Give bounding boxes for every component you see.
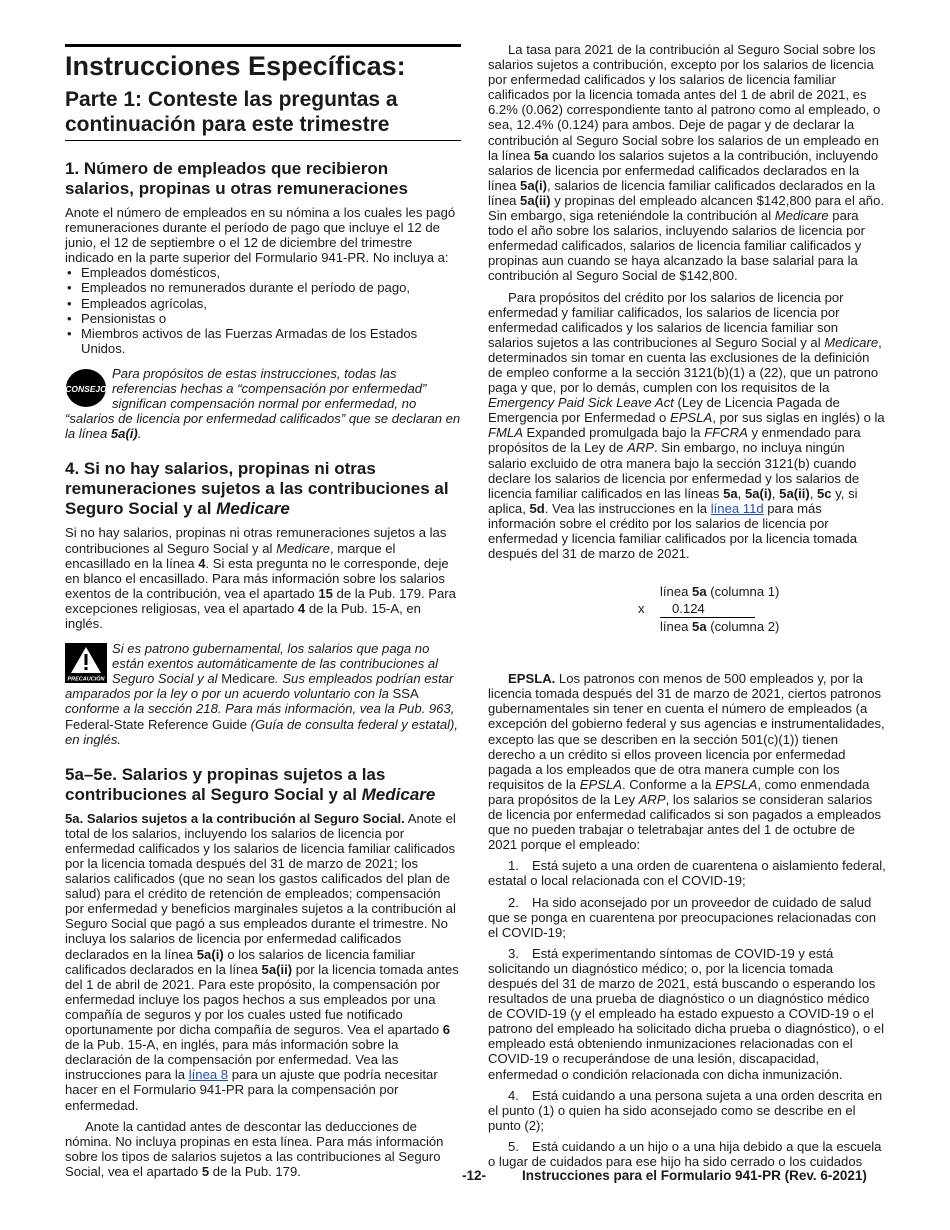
left-column bbox=[65, 44, 461, 1179]
list-item: • Miembros activos de las Fuerzas Armadas de los Estados Unidos. bbox=[65, 326, 461, 356]
caution-note: PRECAUCIÓN Si es patrono gubernamental, los salarios que paga no están exentos automáticamente de las contribuciones al Seguro Social y al Medicare. Sus empleados podrían estar amparados por la ley o por un acuerdo voluntario con la SSA conforme a la sección 218. Para más información, vea la Pub. 963, Federal-State Reference Guide (Guía de consulta federal y estatal), en inglés. bbox=[65, 641, 459, 747]
calc-row-2: x 0.124 bbox=[638, 600, 886, 618]
page-heading: Instrucciones Específicas: bbox=[65, 51, 406, 81]
section-4-para: Si no hay salarios, propinas ni otras remuneraciones sujetos a las contribuciones al Seguro Social y al Medicare, marque el encasillado en la línea 4. Si esta pregunta no le corresponde, deje en blanco el encasillado. Para más información sobre los salarios exentos de la contribución, vea el apartado 15 de la Pub. 179. Para excepciones religiosas, vea el apartado 4 de la Pub. 15-A, en inglés. bbox=[65, 525, 456, 631]
list-item: 5. Está cuidando a un hijo o a una hija debido a que la escuela o lugar de cuidados para ese hijo ha sido cerrado o los cuidados bbox=[488, 1138, 882, 1169]
section-1-para: Anote el número de empleados en su nómina a los cuales les pagó remuneraciones durante el período de pago que incluye el 12 de junio, el 12 de septiembre o el 12 de diciembre del trimestre indicado en la parte superior del Formulario 941-PR. No incluya a: bbox=[65, 205, 456, 266]
consejo-icon-label: CONSEJO bbox=[65, 383, 107, 394]
line-8-link[interactable]: línea 8 bbox=[188, 1067, 229, 1083]
tip-bold: 5a(i) bbox=[110, 426, 138, 442]
epsla-para: EPSLA. Los patronos con menos de 500 empleados y, por la licencia tomada después del 31 de marzo de 2021, ciertos patronos gubernamentales sin tener en cuenta el número de empleados (a excepción del gobierno federal y sus agencias e instrumentalidades, excepto las que se describen en la sección 501(c)(1)) tienen derecho a un crédito si ellos proveen licencia por enfermedad pagada a los empleados que de otra manera cumple con los requisitos de la EPSLA. Conforme a la EPSLA, como enmendada para propósitos de la Ley ARP, los salarios se consideran salarios de licencia por enfermedad calificados si son pagados a empleados que no pueden trabajar o teletrabajar antes del 1 de octubre de 2021 porque el empleado: bbox=[488, 671, 885, 853]
list-item: 2. Ha sido aconsejado por un proveedor de cuidado de salud que se ponga en cuarentena por preocupaciones relacionadas con el COVID-19; bbox=[488, 894, 877, 940]
line-11d-link[interactable]: línea 11d bbox=[710, 500, 764, 516]
tip-note bbox=[65, 366, 461, 441]
list-item: • Pensionistas o bbox=[65, 311, 461, 326]
exclusion-list bbox=[65, 265, 461, 356]
tip-end: . bbox=[137, 426, 142, 442]
page-number: -12- bbox=[462, 1168, 487, 1183]
reasons-list bbox=[488, 858, 886, 1169]
section-4-title: 4. Si no hay salarios, propinas ni otras remuneraciones sujetos a las contribuciones al Seguro Social y al Medicare bbox=[65, 459, 449, 519]
top-rule bbox=[65, 44, 461, 47]
list-item: • Empleados no remunerados durante el período de pago, bbox=[65, 280, 461, 295]
section-5-title: 5a–5e. Salarios y propinas sujetos a las contribuciones al Seguro Social y al Medicare bbox=[65, 764, 436, 804]
credit-para: Para propósitos del crédito por los salarios de licencia por enfermedad y familiar calificados, los salarios de licencia por enfermedad calificados y los salarios de licencia familiar son salarios sujetos a las contribuciones al Seguro Social y al Medicare, determinados sin tomar en cuenta las exclusiones de la definición de empleo conforme a la sección 3121(b)(1) a (22), que un patrono paga y que, por lo demás, cumplen con los requisitos de la Emergency Paid Sick Leave Act (Ley de Licencia Pagada de Emergencia por Enfermedad o EPSLA, por sus siglas en inglés) o la FMLA Expanded promulgada bajo la FFCRA y enmendado para propósitos de la Ley de ARP. Sin embargo, no incluya ningún salario excluido de otra manera bajo la sección 3121(b) cuando declare los salarios de licencia por enfermedad y los salarios de licencia familiar calificados en las líneas 5a, 5a(i), 5a(ii), 5c y, si aplica, 5d. Vea las instrucciones en la línea 11d para más información sobre el crédito por los salarios de licencia por enfermedad y licencia familiar calificados por la licencia tomada después del 31 de marzo de 2021. bbox=[488, 289, 885, 562]
calculation-block bbox=[638, 583, 886, 635]
section-5a-para-2: Anote la cantidad antes de descontar las deducciones de nómina. No incluya propinas en esta línea. Para más información sobre los tipos de salarios sujetos a las contribuciones al Seguro Social, vea el apartado 5 de la Pub. 179. bbox=[65, 1118, 444, 1179]
calc-row-3: línea 5a (columna 2) bbox=[660, 619, 780, 635]
list-item: • Empleados domésticos, bbox=[65, 265, 461, 280]
consejo-icon bbox=[65, 368, 107, 408]
warning-icon-label: PRECAUCIÓN bbox=[67, 676, 105, 683]
list-item: 4. Está cuidando a una persona sujeta a una orden descrita en el punto (1) o quien ha sido aconsejado como se describe en el punto (2); bbox=[488, 1087, 883, 1133]
list-item: • Empleados agrícolas, bbox=[65, 296, 461, 311]
warning-icon bbox=[65, 643, 107, 683]
section-5a-para: 5a. Salarios sujetos a la contribución al Seguro Social. Anote el total de los salarios, incluyendo los salarios de licencia por enfermedad calificados y los salarios de licencia familiar calificados por la licencia tomada después del 31 de marzo de 2021; los salarios calificados (que no sean los gastos calificados del plan de salud) para el crédito de retención de empleados; compensación por enfermedad y beneficios marginales sujetos a la contribución al Seguro Social que pagó a sus empleados durante el trimestre. No incluya los salarios de licencia por enfermedad calificados declarados en la línea 5a(i) o los salarios de licencia familiar calificados declarados en la línea 5a(ii) por la licencia tomada antes del 1 de abril de 2021. Para este propósito, la compensación por enfermedad incluye los pagos hechos a sus empleados por una compañía de seguros y por los cuales usted fue notificado oportunamente por dicha compañía de seguros. Vea el apartado 6 de la Pub. 15-A, en inglés, para más información sobre la declaración de la compensación por enfermedad. Vea las instrucciones para la línea 8 para un ajuste que podría necesitar hacer en el Formulario 941-PR para la compensación por enfermedad. bbox=[65, 810, 459, 1113]
calc-row-1: línea 5a (columna 1) bbox=[660, 584, 780, 600]
part-title: Parte 1: Conteste las preguntas a continuación para este trimestre bbox=[65, 87, 461, 141]
list-item: 3. Está experimentando síntomas de COVID-19 y está solicitando un diagnóstico médico; o, por la licencia tomada después del 31 de marzo de 2021, está buscando o esperando los resultados de una prueba de diagnóstico o un diagnóstico médico de COVID-19 (y el empleado ha estado expuesto a COVID-19 o el patrono del empleado ha solicitado dicha prueba o diagnóstico), o el empleado está obteniendo inmunizaciones relacionadas con el COVID-19 o recuperándose de una lesión, discapacidad, enfermedad o condición relacionada con dicha inmunización. bbox=[488, 945, 884, 1082]
footer-title: Instrucciones para el Formulario 941-PR (Rev. 6-2021) bbox=[522, 1168, 867, 1183]
rate-para: La tasa para 2021 de la contribución al Seguro Social sobre los salarios sujetos a contribución, excepto por los salarios de licencia por enfermedad calificados y los salarios de licencia familiar calificados por la licencia tomada antes del 1 de abril de 2021, es 6.2% (0.062) correspondiente tanto al patrono como al empleado, o sea, 12.4% (0.124) para ambos. Deje de pagar y de declarar la contribución al Seguro Social sobre los salarios de un empleado en la línea 5a cuando los salarios sujetos a la contribución, incluyendo salarios de licencia por enfermedad calificados declarados en la línea 5a(i), salarios de licencia familiar calificados declarados en la línea 5a(ii) y propinas del empleado alcancen $142,800 para el año. Sin embargo, siga reteniéndole la contribución al Medicare para todo el año sobre los salarios, incluyendo salarios de licencia por enfermedad calificados, salarios de licencia familiar calificados y propinas aun cuando se haya alcanzado la base salarial para la contribución al Seguro Social de $142,800. bbox=[488, 42, 884, 284]
list-item: 1. Está sujeto a una orden de cuarentena o aislamiento federal, estatal o local relacionada con el COVID-19; bbox=[488, 858, 886, 889]
right-column bbox=[488, 42, 886, 1169]
tip-text: Para propósitos de estas instrucciones, todas las referencias hechas a “compensación por enfermedad” significan compensación normal por enfermedad, no “salarios de licencia por enfermedad calificados” que se declaran en la línea bbox=[65, 365, 461, 442]
section-1-title: 1. Número de empleados que recibieron salarios, propinas u otras remuneraciones bbox=[65, 159, 408, 198]
